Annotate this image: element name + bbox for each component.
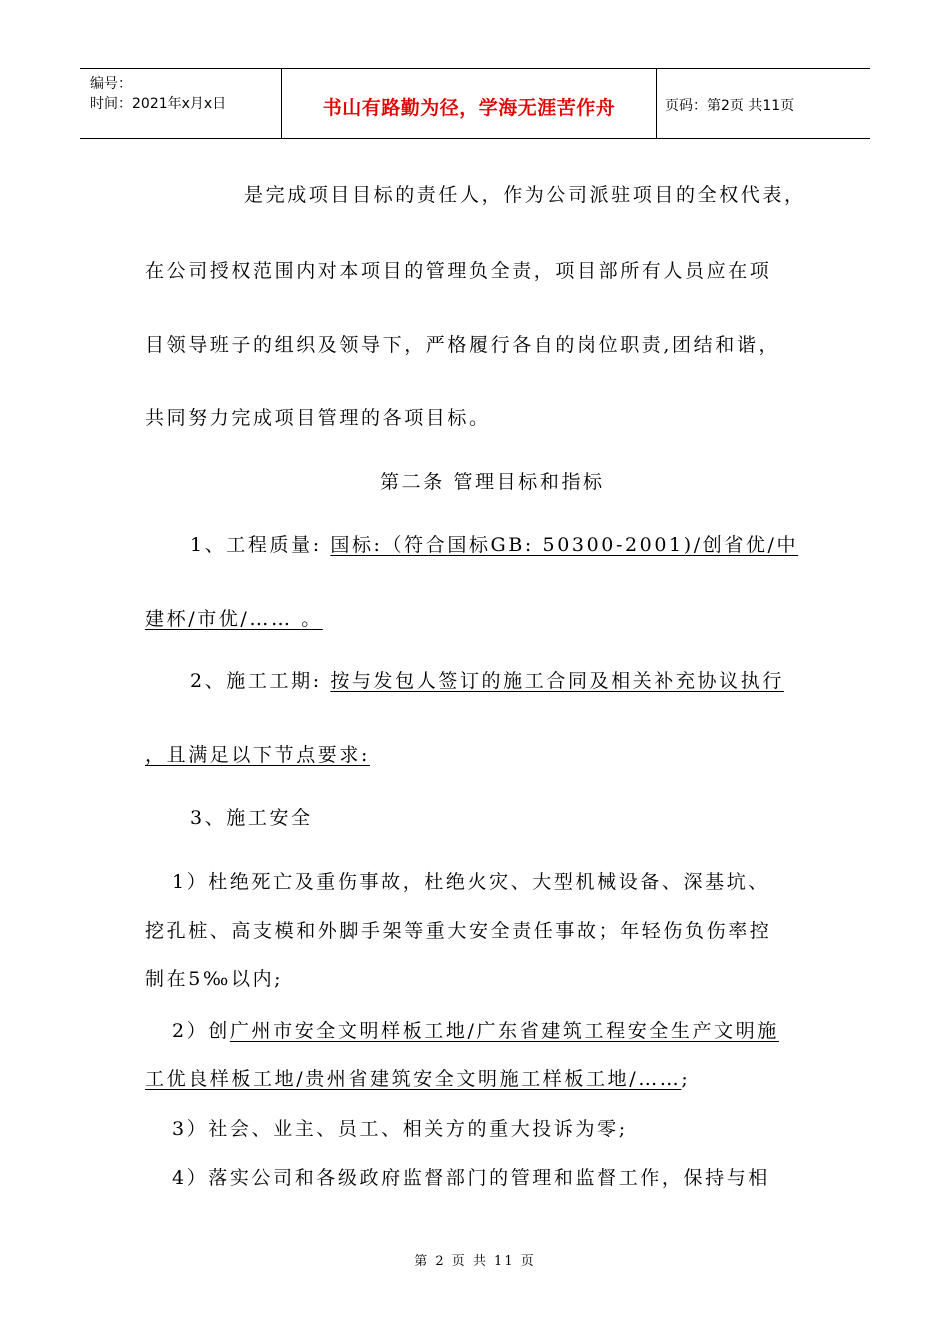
paragraph-line: 共同努力完成项目管理的各项目标。 <box>145 407 491 429</box>
safety-heading: 3、施工安全 <box>190 807 313 829</box>
header-page-cell <box>657 69 870 138</box>
page-footer: 第 2 页 共 11 页 <box>414 1254 536 1269</box>
safety-item-line: 制在5‰以内; <box>145 968 284 990</box>
safety-item-line: 4）落实公司和各级政府监督部门的管理和监督工作，保持与相 <box>172 1167 770 1189</box>
safety-item-suffix: ; <box>681 1068 691 1090</box>
paragraph-line: 在公司授权范围内对本项目的管理负全责，项目部所有人员应在项 <box>145 260 772 282</box>
quality-target-value-cont: 建杯/市优/…… 。 <box>145 608 323 630</box>
schedule-target-line <box>190 666 784 693</box>
page-header <box>80 68 870 139</box>
header-motto-cell <box>282 69 657 138</box>
schedule-target-label: 2、施工工期: <box>190 670 331 692</box>
schedule-target-value: 按与发包人签订的施工合同及相关补充协议执行 <box>330 670 784 692</box>
document-number-label: 编号： <box>90 76 132 92</box>
safety-item-line <box>145 1064 690 1091</box>
schedule-target-value-cont: ，且满足以下节点要求: <box>145 744 371 766</box>
safety-item-line: 1）杜绝死亡及重伤事故，杜绝火灾、大型机械设备、深基坑、 <box>172 871 770 893</box>
safety-item-prefix: 2）创 <box>172 1020 230 1042</box>
paragraph-line: 是完成项目目标的责任人，作为公司派驻项目的全权代表， <box>244 184 806 206</box>
quality-target-label: 1、工程质量: <box>190 534 331 556</box>
safety-item-line <box>172 1016 779 1043</box>
header-page-info: 页码：第2页 共11页 <box>665 98 795 114</box>
header-motto: 书山有路勤为径，学海无涯苦作舟 <box>322 97 616 119</box>
quality-target-value: 国标:（符合国标GB: 50300-2001)/创省优/中 <box>330 534 799 556</box>
header-meta-cell <box>80 69 282 138</box>
safety-award-value-cont: 工优良样板工地/贵州省建筑安全文明施工样板工地/…… <box>145 1068 682 1090</box>
safety-award-value: 广州市安全文明样板工地/广东省建筑工程安全生产文明施 <box>229 1020 779 1042</box>
safety-item-line: 挖孔桩、高支模和外脚手架等重大安全责任事故；年轻伤负伤率控 <box>145 920 772 942</box>
quality-target-line <box>190 530 798 557</box>
document-date-label: 时间：2021年x月x日 <box>90 96 227 112</box>
paragraph-line: 目领导班子的组织及领导下，严格履行各自的岗位职责,团结和谐， <box>145 334 781 356</box>
safety-item-line: 3）社会、业主、员工、相关方的重大投诉为零; <box>172 1118 628 1140</box>
section-title: 第二条 管理目标和指标 <box>380 471 605 493</box>
